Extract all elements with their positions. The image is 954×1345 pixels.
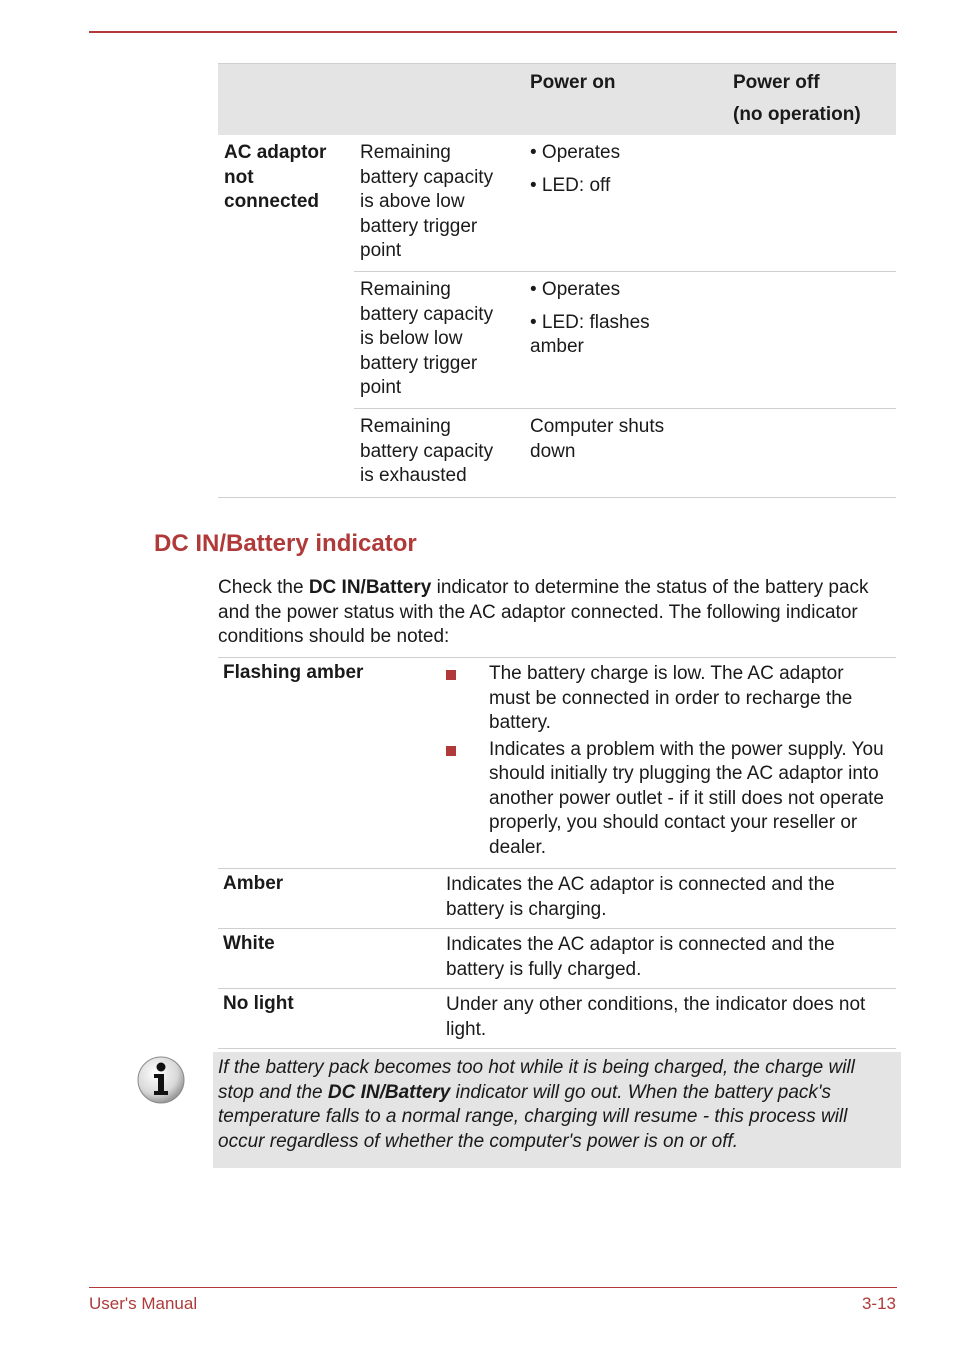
indicator-table [218, 657, 896, 1049]
state-line: • LED: flashes amber [530, 311, 650, 357]
list-item [446, 662, 886, 736]
description-cell: Indicates the AC adaptor is connected and the battery is charging. [446, 874, 835, 920]
row-label-ac-adaptor: AC adaptor not connected [224, 142, 327, 212]
state-line: Computer shuts down [530, 416, 665, 462]
state-line: • Operates [530, 279, 621, 300]
intro-text: Check the [218, 577, 309, 598]
power-status-table [218, 63, 896, 498]
table-body [218, 135, 896, 498]
description-cell: Under any other conditions, the indicator does not light. [446, 994, 866, 1040]
bullet-square-icon [446, 746, 456, 756]
table-row [218, 869, 896, 929]
header-rule [89, 31, 897, 33]
note-bold: DC IN/Battery [327, 1081, 451, 1103]
table-row [218, 658, 896, 869]
note-text-part: indicator will go out. When the battery pack's temperature falls to a normal range, charging will resume - this process will occur regardless of whether the computer's power is on or off. [218, 1081, 848, 1152]
description-cell [446, 658, 886, 868]
header-no-operation: (no operation) [733, 104, 861, 125]
header-power-on: Power on [530, 72, 616, 93]
header-power-off: Power off [733, 72, 820, 93]
row-divider [354, 271, 896, 272]
note-box [213, 1052, 901, 1168]
intro-paragraph [218, 576, 888, 650]
row-divider [354, 408, 896, 409]
bullet-text: Indicates a problem with the power supply. You should initially try plugging the AC adaptor into another power outlet - if it still does not operate properly, you should contact your reseller or dealer. [489, 738, 885, 858]
description-cell: Indicates the AC adaptor is connected and the battery is fully charged. [446, 934, 835, 980]
note-text-part: If the battery pack becomes too hot while it is being charged, the charge will stop and the [218, 1057, 855, 1103]
condition-cell: Remaining battery capacity is above low battery trigger point [360, 142, 494, 261]
term-no-light: No light [223, 993, 294, 1014]
power-on-cell [530, 141, 680, 206]
state-line: • Operates [530, 142, 621, 163]
bullet-text: The battery charge is low. The AC adaptor must be connected in order to recharge the battery. [489, 663, 853, 733]
bullet-square-icon [446, 670, 456, 680]
footer-rule [89, 1287, 897, 1288]
power-on-cell [530, 278, 680, 368]
section-title: DC IN/Battery indicator [154, 530, 417, 557]
note-text [218, 1056, 894, 1154]
term-flashing-amber: Flashing amber [223, 662, 364, 683]
footer-title: User's Manual [89, 1294, 198, 1313]
intro-text: indicator to determine the status of the battery pack and the power status with the AC adaptor connected. The following indicator conditions should be noted: [218, 577, 869, 647]
condition-cell: Remaining battery capacity is exhausted [360, 416, 494, 486]
list-item [446, 738, 886, 861]
info-icon [136, 1055, 186, 1105]
table-header [218, 63, 896, 135]
table-row [218, 989, 896, 1049]
table-row [218, 929, 896, 989]
intro-bold: DC IN/Battery [308, 577, 432, 598]
state-line: • LED: off [530, 174, 611, 196]
term-white: White [223, 933, 275, 954]
condition-cell: Remaining battery capacity is below low battery trigger point [360, 279, 494, 398]
page-number: 3-13 [861, 1294, 896, 1313]
term-amber: Amber [223, 873, 284, 894]
power-on-cell [530, 415, 680, 472]
